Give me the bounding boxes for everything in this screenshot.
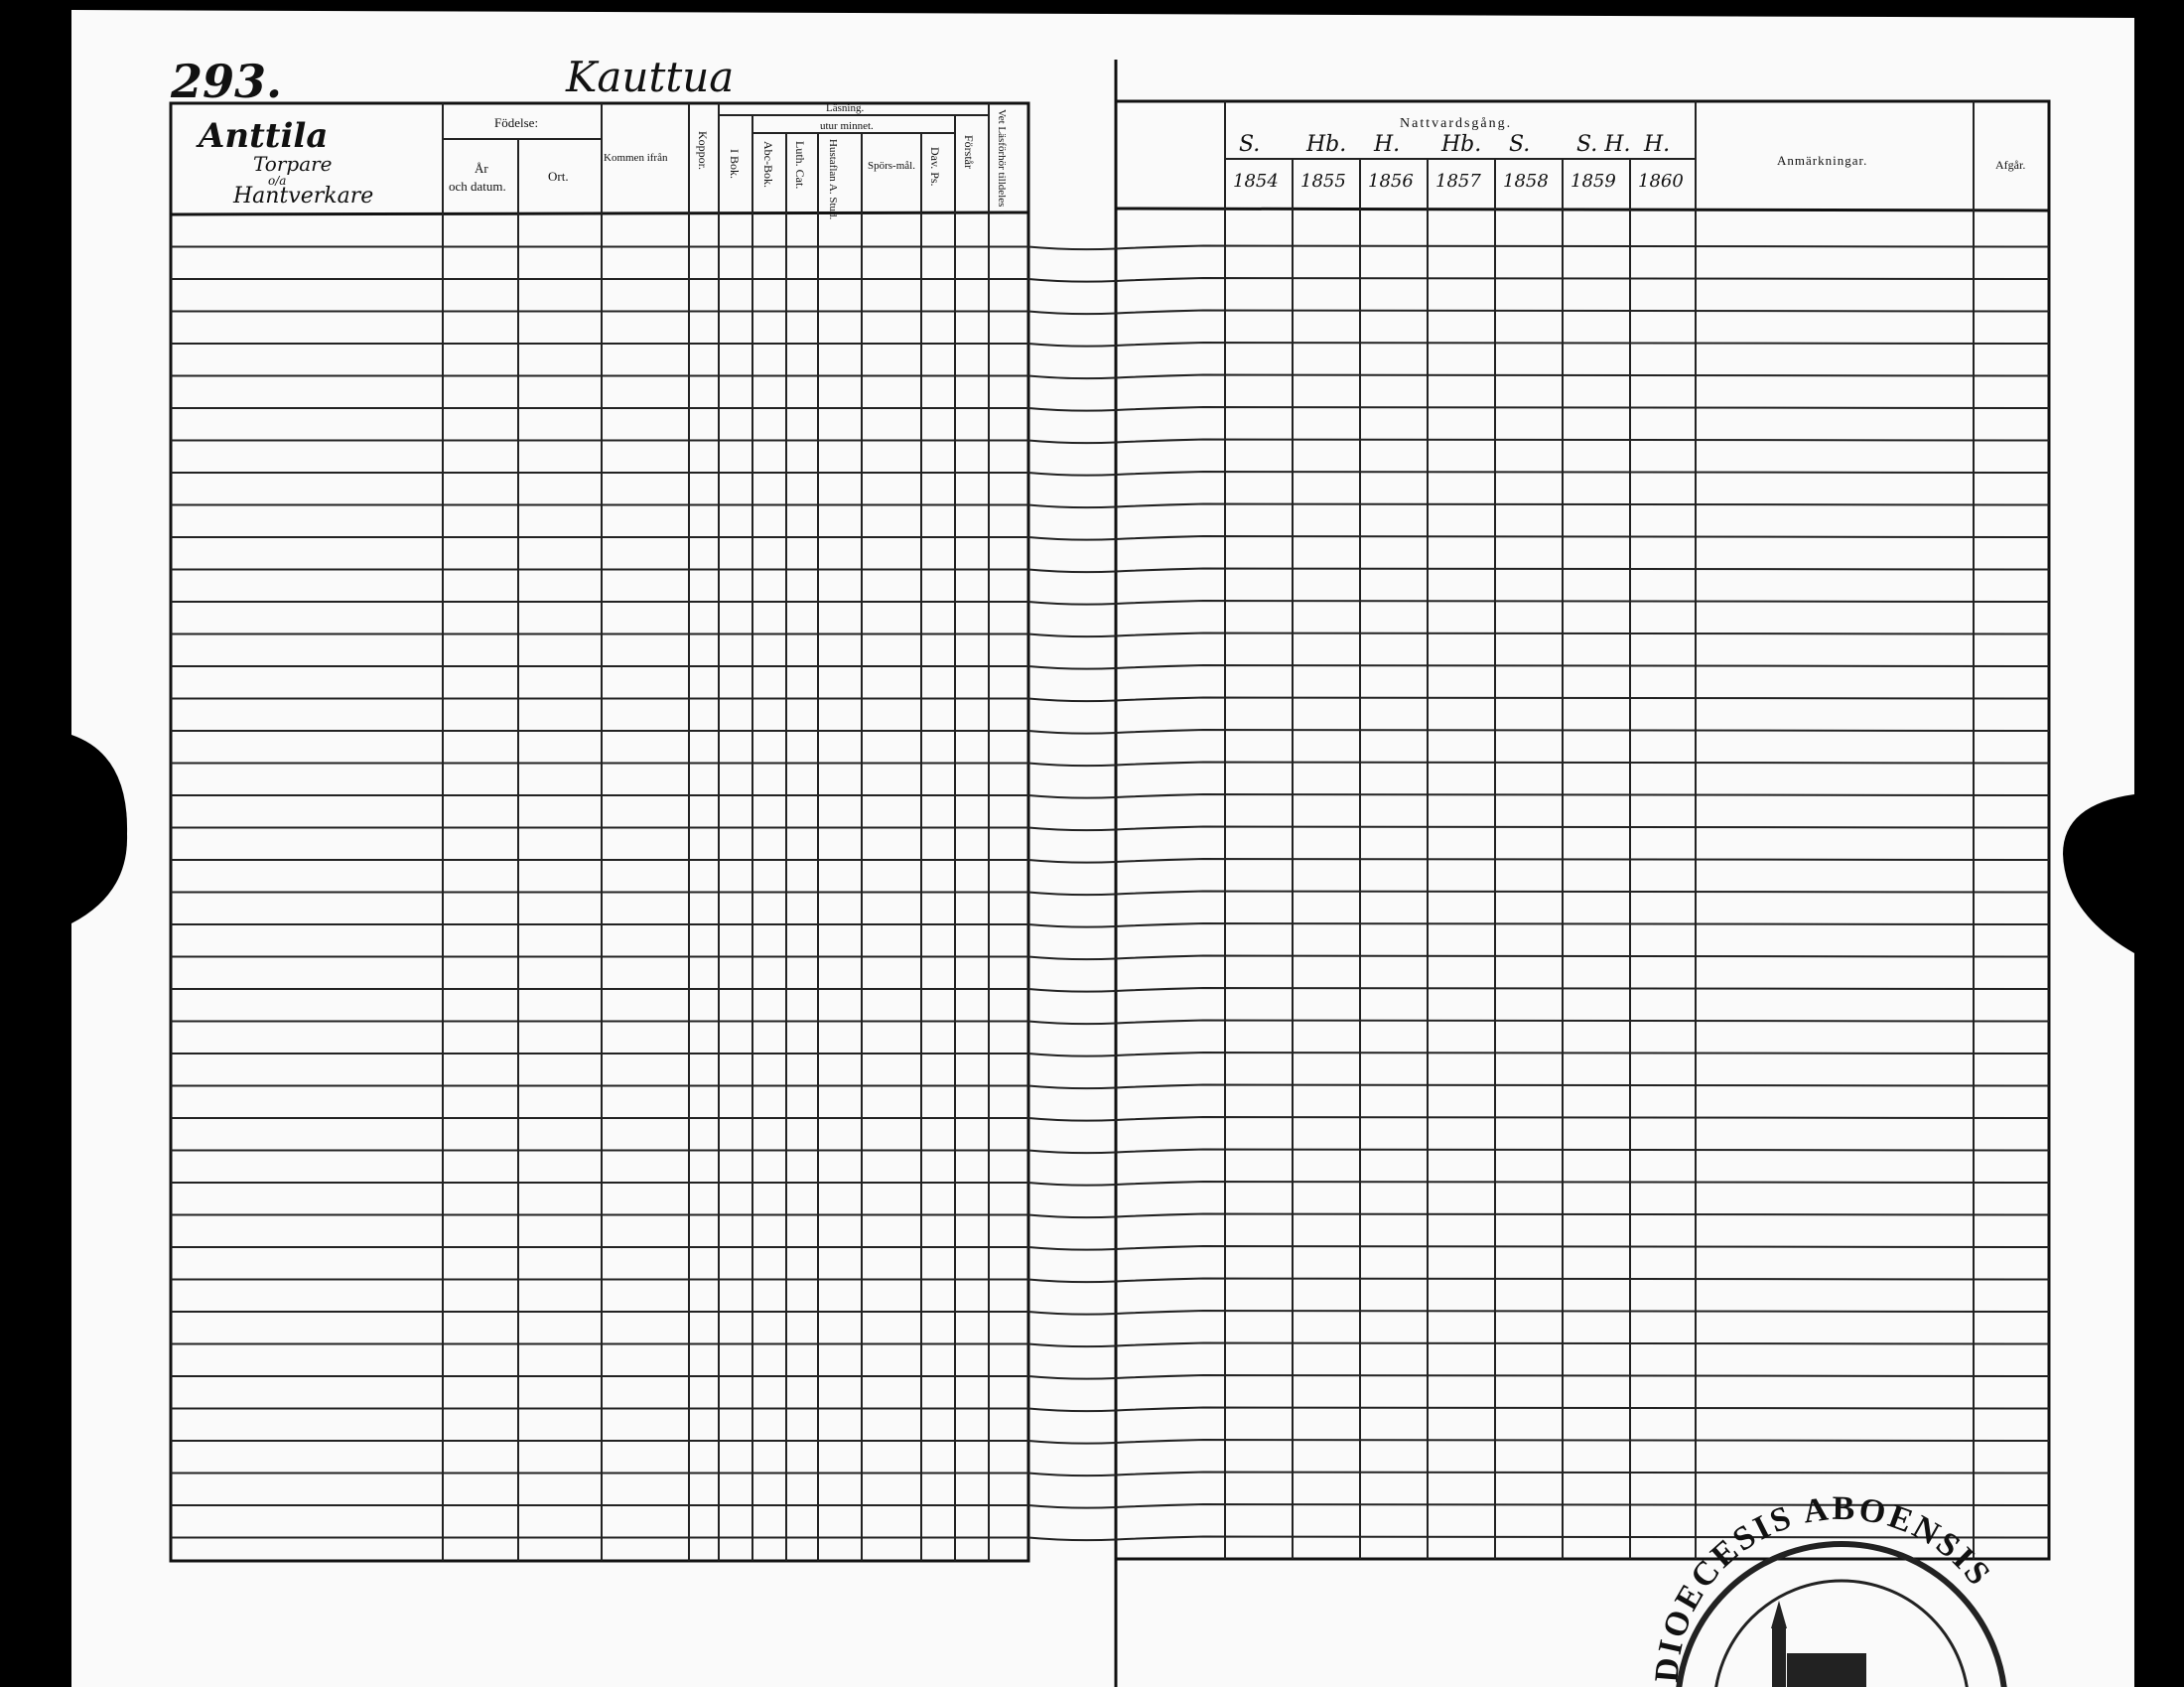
header-forstar: Förstår — [962, 135, 976, 169]
header-afgar: Afgår. — [1995, 158, 2026, 172]
communion-year: 1855 — [1300, 171, 1346, 192]
header-i-bok: I Bok. — [728, 149, 742, 179]
communion-year: 1856 — [1368, 171, 1414, 192]
communion-year: 1858 — [1503, 171, 1549, 192]
header-sporsmal: Spörs-mål. — [868, 160, 915, 172]
header-vet-lasforhor: Vet Läsförhör tilldeles — [996, 109, 1008, 208]
header-utur-minnet: utur minnet. — [820, 120, 874, 132]
communion-year: 1859 — [1570, 171, 1616, 192]
header-och-datum: och datum. — [449, 179, 506, 194]
stamp-text: DIOECESIS ABOENSIS — [1648, 1489, 1999, 1684]
communion-year: 1857 — [1435, 171, 1481, 192]
occupation-line-3: Hantverkare — [233, 184, 374, 209]
communion-mark: H. — [1644, 132, 1671, 157]
header-kommen-ifran: Kommen ifrån — [604, 152, 668, 164]
communion-mark: S. — [1509, 132, 1531, 157]
communion-year: 1854 — [1233, 171, 1279, 192]
paper-sheet — [71, 10, 2134, 1687]
header-koppor: Koppor. — [696, 131, 710, 170]
communion-mark: H. — [1374, 132, 1401, 157]
header-dav-ps: Dav. Ps. — [928, 147, 942, 187]
header-anmarkningar: Anmärkningar. — [1777, 153, 1868, 168]
communion-mark: Hb. — [1306, 132, 1347, 157]
communion-years — [1233, 171, 1684, 192]
farm-name: Anttila — [199, 116, 329, 156]
header-hustaflan: Hustaflan A. Stud. — [827, 139, 839, 220]
communion-year: 1860 — [1638, 171, 1684, 192]
header-lasning: Läsning. — [826, 102, 865, 114]
communion-mark: S. — [1239, 132, 1261, 157]
occupation-line-2: o/a — [268, 174, 287, 188]
communion-mark: Hb. — [1441, 132, 1482, 157]
header-ort: Ort. — [548, 169, 569, 184]
occupation-line-1: Torpare — [253, 152, 333, 176]
village-name: Kauttua — [566, 53, 735, 101]
header-abc-bok: Abc-Bok. — [761, 141, 775, 188]
header-nattvardsgang: Nattvardsgång. — [1400, 116, 1513, 131]
header-luth-cat: Luth. Cat. — [793, 141, 807, 190]
header-fodelse: Födelse: — [494, 115, 539, 130]
page-number: 293. — [171, 55, 283, 108]
header-ar: År — [475, 161, 488, 176]
communion-mark: S. H. — [1576, 132, 1631, 157]
